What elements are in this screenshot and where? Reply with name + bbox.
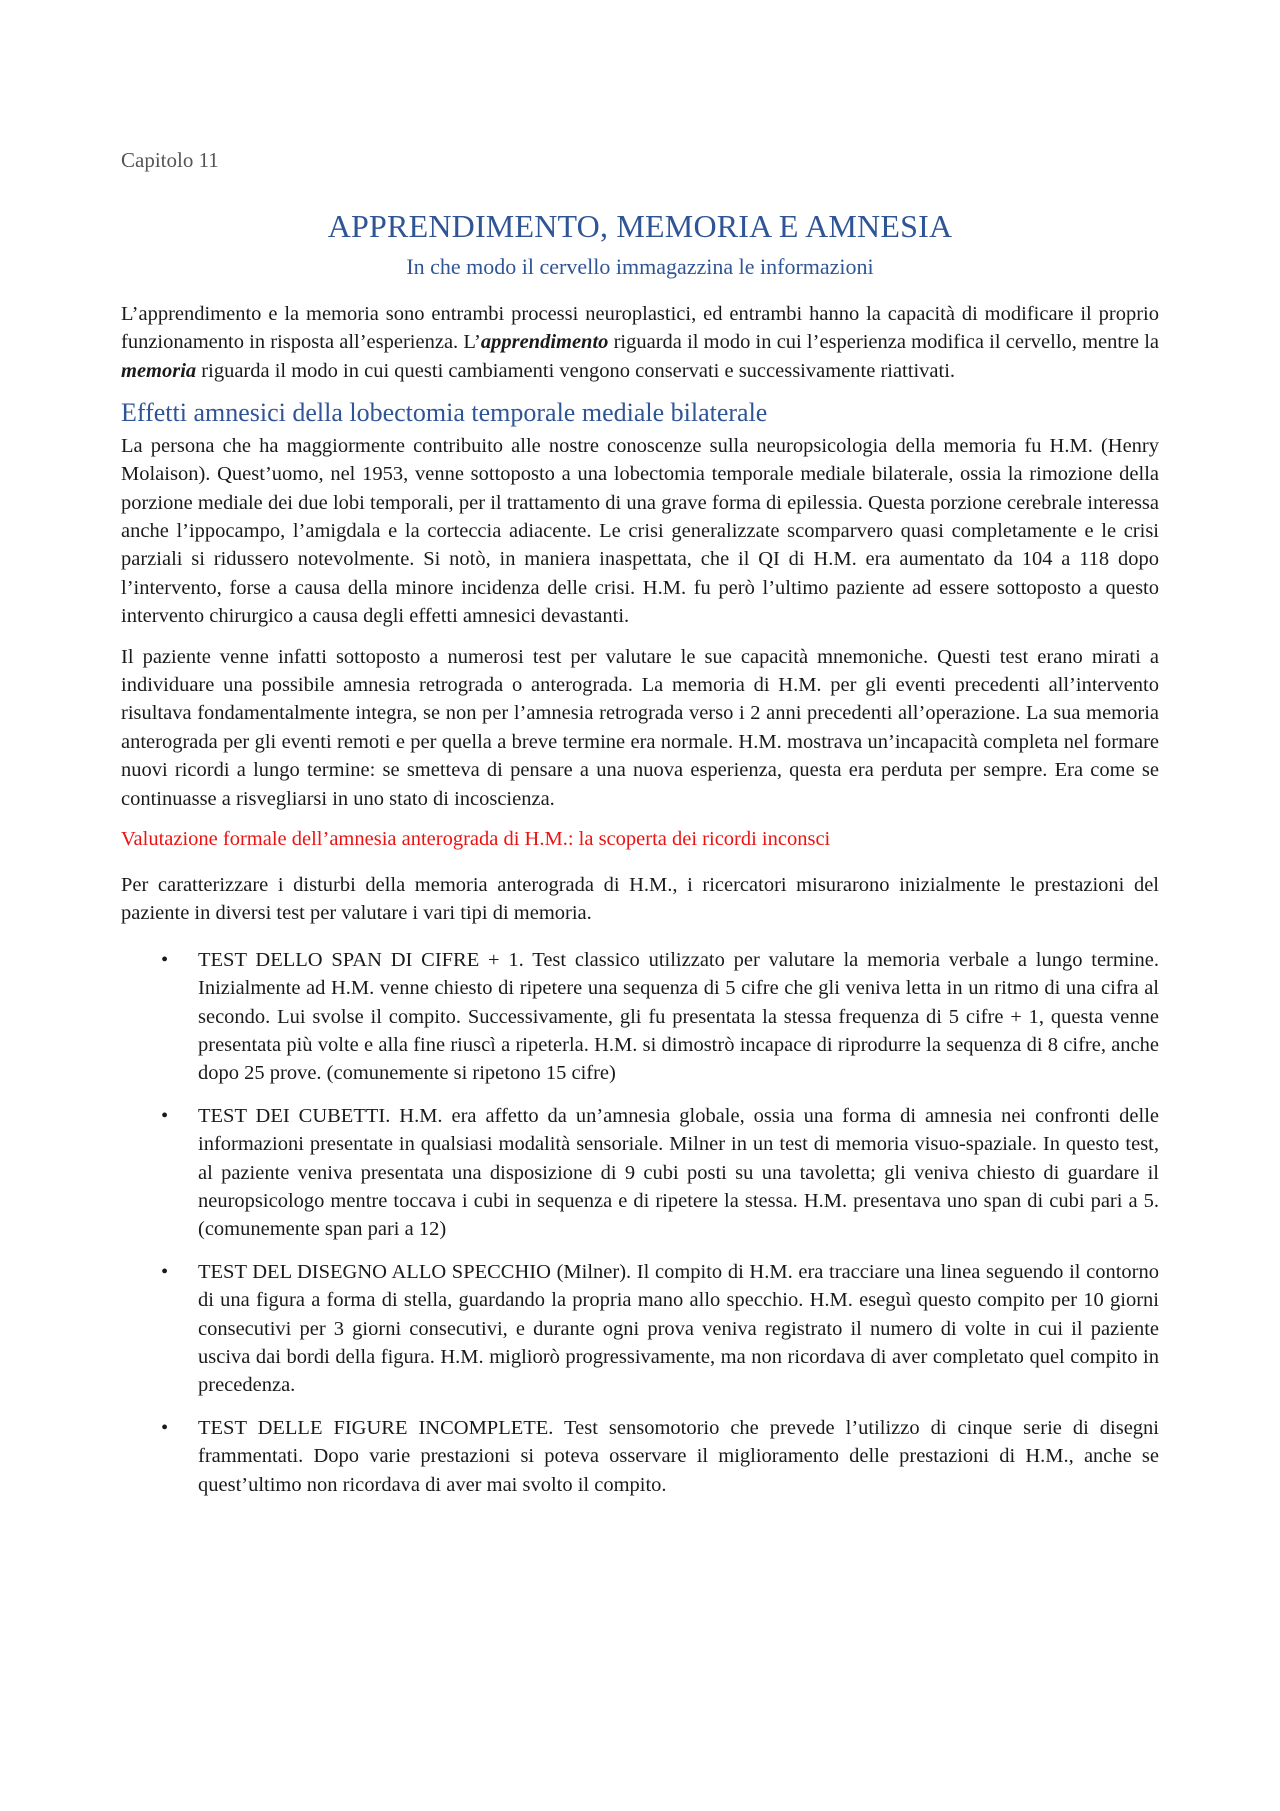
test-blocks: TEST DEI CUBETTI. H.M. era affetto da un’amnesia globale, ossia una forma di amnesia nei confronti delle informazioni presentate in qualsiasi modalità sensoriale. Milner in un test di memoria visuo-spaziale. In questo test, al paziente veniva presentata una disposizione di 9 cubi posti su una tavoletta; gli veniva chiesto di guardare il neuropsicologo mentre toccava i cubi in sequenza e di ripetere la stessa. H.M. presentava uno span di cubi pari a 5. (comunemente span pari a 12) xyxy=(198,1104,1159,1241)
intro-text-3: riguarda il modo in cui questi cambiamenti vengono conservati e successivamente riattivati. xyxy=(196,359,956,382)
document-page xyxy=(121,148,1159,1513)
section-heading-amnesic-effects: Effetti amnesici della lobectomia temporale mediale bilaterale xyxy=(121,398,768,428)
hm-tests-paragraph: Il paziente venne infatti sottoposto a numerosi test per valutare le sue capacità mnemoniche. Questi test erano mirati a individuare una possibile amnesia retrograda o anterograda. La memoria di H.M. per gli eventi precedenti all’intervento risultava fondamentalmente integra, se non per l’amnesia retrograda verso i 2 anni precedenti all’operazione. La sua memoria anterograda per gli eventi remoti e per quella a breve termine era normale. H.M. mostrava un’incapacità completa nel formare nuovi ricordi a lungo termine: se smetteva di pensare a una nuova esperienza, questa era perduta per sempre. Era come se continuasse a risvegliarsi in uno stato di incoscienza. xyxy=(121,645,1159,810)
intro-text-2: riguarda il modo in cui l’esperienza modifica il cervello, mentre la xyxy=(608,331,1159,354)
bullet-icon: • xyxy=(161,1104,169,1127)
page-subtitle: In che modo il cervello immagazzina le informazioni xyxy=(406,253,874,279)
hm-history-paragraph: La persona che ha maggiormente contribuito alle nostre conoscenze sulla neuropsicologia della memoria fu H.M. (Henry Molaison). Quest’uomo, nel 1953, venne sottoposto a una lobectomia temporale mediale bilaterale, ossia la rimozione della porzione mediale dei due lobi temporali, per il trattamento di una grave forma di epilessia. Questa porzione cerebrale interessa anche l’ippocampo, l’amigdala e la corteccia adiacente. Le crisi generalizzate scomparvero quasi completamente e le crisi parziali si ridussero notevolmente. Si notò, in maniera inaspettata, che il QI di H.M. era aumentato da 104 a 118 dopo l’intervento, forse a causa della minore incidenza delle crisi. H.M. fu però l’ultimo paziente ad essere sottoposto a questo intervento chirurgico a causa degli effetti amnesici devastanti. xyxy=(121,434,1159,628)
term-memoria: memoria xyxy=(121,359,197,382)
intro-text-1: L’apprendimento e la memoria sono entrambi processi neuroplastici, ed entrambi hanno la capacità di modificare il proprio funzionamento in risposta all’esperienza. L’ xyxy=(121,302,1159,354)
list-item xyxy=(121,1414,1159,1499)
test-digit-span: TEST DELLO SPAN DI CIFRE + 1. Test classico utilizzato per valutare la memoria verbale a lungo termine. Inizialmente ad H.M. venne chiesto di ripetere una sequenza di 5 cifre che gli veniva letta in un ritmo di una cifra al secondo. Lui svolse il compito. Successivamente, gli fu presentata la stessa frequenza di 5 cifre + 1, questa venne presentata più volte e alla fine riuscì a ripeterla. H.M. si dimostrò incapace di riprodurre la sequenza di 8 cifre, anche dopo 25 prove. (comunemente si ripetono 15 cifre) xyxy=(198,948,1159,1085)
test-list xyxy=(121,946,1159,1499)
chapter-label: Capitolo 11 xyxy=(121,148,219,172)
bullet-icon: • xyxy=(161,1260,169,1283)
page-title: APPRENDIMENTO, MEMORIA E AMNESIA xyxy=(327,208,953,245)
list-item xyxy=(121,946,1159,1088)
section-heading-formal-evaluation: Valutazione formale dell’amnesia anterograda di H.M.: la scoperta dei ricordi inconsci xyxy=(121,827,831,850)
list-item xyxy=(121,1258,1159,1400)
evaluation-intro-paragraph: Per caratterizzare i disturbi della memoria anterograda di H.M., i ricercatori misurarono inizialmente le prestazioni del paziente in diversi test per valutare i vari tipi di memoria. xyxy=(121,873,1159,925)
test-mirror-drawing: TEST DEL DISEGNO ALLO SPECCHIO (Milner). Il compito di H.M. era tracciare una linea seguendo il contorno di una figura a forma di stella, guardando la propria mano allo specchio. H.M. eseguì questo compito per 10 giorni consecutivi per 3 giorni consecutivi, e durante ogni prova veniva registrato il numero di volte in cui il paziente usciva dai bordi della figura. H.M. migliorò progressivamente, ma non ricordava di aver completato quel compito in precedenza. xyxy=(198,1260,1159,1397)
list-item xyxy=(121,1102,1159,1244)
term-apprendimento: apprendimento xyxy=(480,331,609,354)
bullet-icon: • xyxy=(161,948,169,971)
intro-paragraph xyxy=(121,300,1159,385)
test-incomplete-figures: TEST DELLE FIGURE INCOMPLETE. Test sensomotorio che prevede l’utilizzo di cinque serie di disegni frammentati. Dopo varie prestazioni si poteva osservare il miglioramento delle prestazioni di H.M., anche se quest’ultimo non ricordava di aver mai svolto il compito. xyxy=(198,1416,1159,1496)
bullet-icon: • xyxy=(161,1416,169,1439)
